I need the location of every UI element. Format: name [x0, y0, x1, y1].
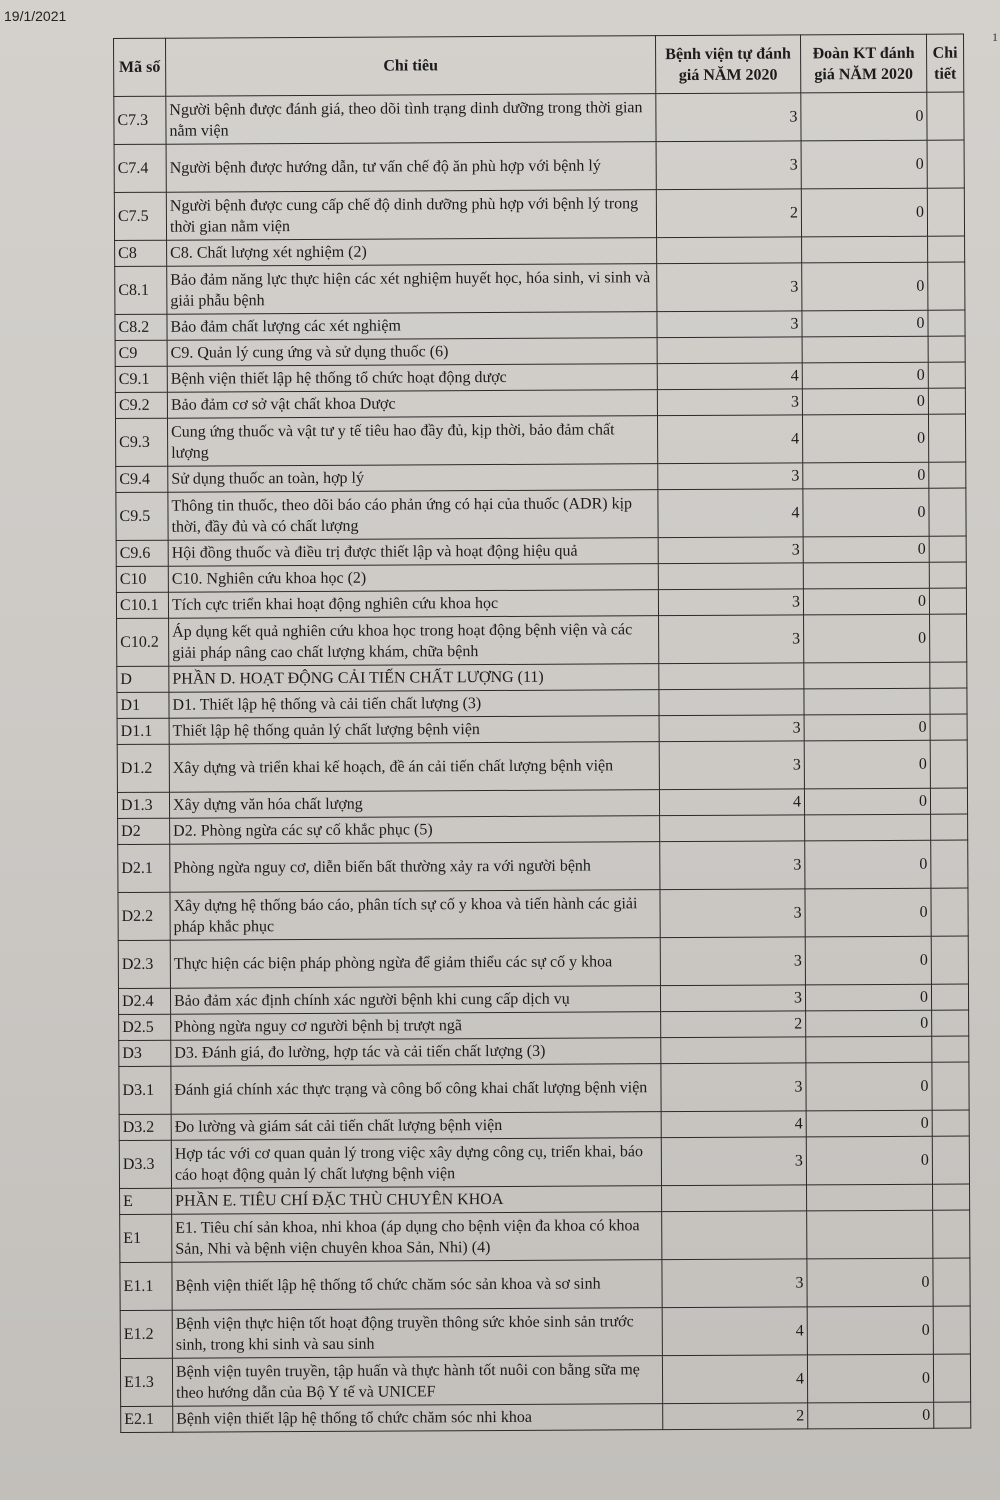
- row-criterion: Phòng ngừa nguy cơ người bệnh bị trượt ngã: [171, 1012, 661, 1041]
- row-code: D1.1: [117, 718, 169, 744]
- row-self-eval: 3: [657, 389, 802, 416]
- row-detail: [929, 562, 966, 588]
- row-code: D2.5: [119, 1014, 171, 1040]
- row-audit-eval: [807, 1184, 933, 1211]
- row-criterion: Người bệnh được hướng dẫn, tư vấn chế độ ăn phù hợp với bệnh lý: [166, 142, 656, 193]
- row-detail: [931, 814, 968, 840]
- row-code: E1.2: [120, 1310, 172, 1358]
- row-code: C9.6: [116, 540, 168, 566]
- row-criterion: C8. Chất lượng xét nghiệm (2): [167, 238, 657, 267]
- row-detail: [930, 614, 967, 662]
- row-audit-eval: 0: [805, 888, 931, 937]
- evaluation-table: [113, 34, 971, 1433]
- row-criterion: Bệnh viện thực hiện tốt hoạt động truyền thông sức khỏe sinh sản trước sinh, trong khi sinh và sau sinh: [172, 1308, 662, 1359]
- row-audit-eval: 0: [802, 262, 928, 311]
- row-detail: [932, 1110, 969, 1136]
- row-detail: [930, 740, 967, 788]
- row-criterion: Sử dụng thuốc an toàn, hợp lý: [168, 464, 658, 493]
- row-criterion: Xây dựng hệ thống báo cáo, phân tích sự cố y khoa và tiến hành các giải pháp khắc phục: [170, 890, 660, 941]
- row-detail: [931, 840, 968, 888]
- row-code: D: [117, 666, 169, 692]
- row-criterion: D2. Phòng ngừa các sự cố khắc phục (5): [170, 816, 660, 845]
- row-code: C7.3: [114, 96, 166, 144]
- row-audit-eval: 0: [805, 984, 931, 1011]
- row-audit-eval: 0: [807, 1354, 933, 1403]
- header-code: Mã số: [114, 38, 166, 96]
- row-audit-eval: 0: [801, 92, 927, 141]
- row-audit-eval: [803, 562, 929, 589]
- row-self-eval: 4: [659, 789, 804, 816]
- row-criterion: Cung ứng thuốc và vật tư y tế tiêu hao đầy đủ, kịp thời, bảo đảm chất lượng: [167, 416, 657, 467]
- row-detail: [929, 588, 966, 614]
- row-code: D3.1: [119, 1066, 171, 1114]
- table-row: [120, 1258, 970, 1310]
- row-detail: [928, 414, 965, 462]
- row-detail: [931, 888, 968, 936]
- row-self-eval: [658, 563, 803, 590]
- header-audit-eval: Đoàn KT đánh giá NĂM 2020: [800, 34, 926, 93]
- row-self-eval: 3: [661, 1137, 806, 1186]
- row-detail: [933, 1210, 970, 1258]
- row-criterion: PHẦN E. TIÊU CHÍ ĐẶC THÙ CHUYÊN KHOA: [172, 1186, 662, 1215]
- header-self-eval: Bệnh viện tự đánh giá NĂM 2020: [655, 35, 800, 94]
- row-self-eval: 4: [662, 1355, 807, 1404]
- row-self-eval: 2: [663, 1403, 808, 1430]
- row-audit-eval: 0: [802, 362, 928, 389]
- row-self-eval: 4: [657, 363, 802, 390]
- row-code: C7.5: [114, 192, 166, 240]
- print-date: 19/1/2021: [4, 8, 67, 24]
- row-audit-eval: 0: [802, 388, 928, 415]
- row-detail: [927, 140, 964, 188]
- row-self-eval: 3: [660, 889, 805, 938]
- row-audit-eval: 0: [803, 536, 929, 563]
- row-audit-eval: 0: [806, 1062, 932, 1111]
- row-code: C9.2: [115, 392, 167, 418]
- row-criterion: C10. Nghiên cứu khoa học (2): [168, 564, 658, 593]
- row-self-eval: 3: [658, 589, 803, 616]
- row-detail: [928, 262, 965, 310]
- row-detail: [930, 662, 967, 688]
- row-criterion: Xây dựng văn hóa chất lượng: [169, 790, 659, 819]
- row-audit-eval: 0: [803, 462, 929, 489]
- row-criterion: Bệnh viện thiết lập hệ thống tổ chức chăm sóc sản khoa và sơ sinh: [172, 1260, 662, 1311]
- row-code: D2.2: [118, 892, 170, 940]
- row-criterion: Thiết lập hệ thống quản lý chất lượng bệnh viện: [169, 716, 659, 745]
- row-criterion: Phòng ngừa nguy cơ, diễn biến bất thường xảy ra với người bệnh: [170, 842, 660, 893]
- row-code: D3.3: [119, 1140, 171, 1188]
- row-criterion: Bảo đảm xác định chính xác người bệnh khi cung cấp dịch vụ: [170, 986, 660, 1015]
- row-detail: [928, 362, 965, 388]
- row-code: C9.4: [116, 466, 168, 492]
- row-detail: [928, 310, 965, 336]
- row-criterion: Tích cực triển khai hoạt động nghiên cứu khoa học: [168, 590, 658, 619]
- row-audit-eval: 0: [802, 414, 928, 463]
- row-criterion: Áp dụng kết quả nghiên cứu khoa học trong hoạt động bệnh viện và các giải pháp nâng cao chất lượng khám, chữa bệnh: [169, 616, 659, 667]
- table-row: [120, 1210, 970, 1262]
- table-row: [118, 840, 968, 892]
- row-self-eval: 2: [661, 1011, 806, 1038]
- header-detail: Chi tiết: [926, 34, 963, 92]
- row-audit-eval: 0: [806, 1110, 932, 1137]
- row-detail: [928, 388, 965, 414]
- row-detail: [929, 488, 966, 536]
- row-code: D2.3: [118, 940, 170, 988]
- row-audit-eval: [805, 814, 931, 841]
- row-code: C9.5: [116, 492, 168, 540]
- row-self-eval: [657, 337, 802, 364]
- row-criterion: Bệnh viện thiết lập hệ thống tổ chức chăm sóc nhi khoa: [173, 1404, 663, 1433]
- row-self-eval: 4: [658, 489, 803, 538]
- row-code: E1.3: [120, 1358, 172, 1406]
- row-self-eval: 3: [660, 937, 805, 986]
- row-audit-eval: 0: [804, 740, 930, 789]
- row-audit-eval: [804, 688, 930, 715]
- table-row: [119, 1062, 969, 1114]
- row-self-eval: 4: [657, 415, 802, 464]
- row-audit-eval: 0: [801, 140, 927, 189]
- row-criterion: C9. Quản lý cung ứng và sử dụng thuốc (6): [167, 338, 657, 367]
- row-audit-eval: 0: [803, 488, 929, 537]
- row-self-eval: 4: [662, 1307, 807, 1356]
- row-code: D2: [118, 818, 170, 844]
- row-detail: [933, 1354, 970, 1402]
- row-criterion: Bảo đảm năng lực thực hiện các xét nghiệm huyết học, hóa sinh, vi sinh và giải phẫu bệnh: [167, 264, 657, 315]
- row-audit-eval: 0: [804, 788, 930, 815]
- row-detail: [932, 1010, 969, 1036]
- row-code: D3: [119, 1040, 171, 1066]
- row-code: D1: [117, 692, 169, 718]
- row-self-eval: 3: [656, 93, 801, 142]
- row-code: E1: [120, 1214, 172, 1262]
- row-detail: [933, 1184, 970, 1210]
- row-criterion: Thực hiện các biện pháp phòng ngừa để giảm thiểu các sự cố y khoa: [170, 938, 660, 989]
- row-self-eval: 3: [658, 463, 803, 490]
- row-self-eval: 3: [657, 263, 802, 312]
- row-self-eval: [662, 1185, 807, 1212]
- row-criterion: Bảo đảm chất lượng các xét nghiệm: [167, 312, 657, 341]
- row-code: C9.3: [115, 418, 167, 466]
- row-audit-eval: [807, 1210, 933, 1259]
- row-self-eval: [660, 815, 805, 842]
- table-row: [114, 140, 964, 192]
- row-self-eval: 3: [662, 1259, 807, 1308]
- table-row: [119, 1136, 969, 1188]
- row-self-eval: 3: [658, 537, 803, 564]
- row-detail: [932, 1136, 969, 1184]
- table-header-row: [114, 34, 964, 96]
- row-code: C10.2: [117, 618, 169, 666]
- table-row: [116, 488, 966, 540]
- row-criterion: Thông tin thuốc, theo dõi báo cáo phản ứng có hại của thuốc (ADR) kịp thời, đầy đủ và có chất lượng: [168, 490, 658, 541]
- row-detail: [930, 788, 967, 814]
- row-audit-eval: 0: [805, 840, 931, 889]
- row-self-eval: [662, 1211, 807, 1260]
- table-row: [115, 262, 965, 314]
- row-self-eval: 3: [660, 985, 805, 1012]
- row-detail: [930, 688, 967, 714]
- row-audit-eval: 0: [807, 1306, 933, 1355]
- row-code: C10: [116, 566, 168, 592]
- row-criterion: Đánh giá chính xác thực trạng và công bố công khai chất lượng bệnh viện: [171, 1064, 661, 1115]
- row-detail: [931, 984, 968, 1010]
- row-code: D2.4: [118, 988, 170, 1014]
- row-detail: [932, 1062, 969, 1110]
- row-self-eval: 2: [656, 189, 801, 238]
- row-criterion: PHẦN D. HOẠT ĐỘNG CẢI TIẾN CHẤT LƯỢNG (11): [169, 664, 659, 693]
- row-audit-eval: 0: [808, 1402, 934, 1429]
- row-criterion: D3. Đánh giá, đo lường, hợp tác và cải tiến chất lượng (3): [171, 1038, 661, 1067]
- row-detail: [930, 714, 967, 740]
- row-code: D2.1: [118, 844, 170, 892]
- row-audit-eval: 0: [804, 614, 930, 663]
- row-detail: [932, 1036, 969, 1062]
- table-row: [120, 1354, 970, 1406]
- row-criterion: Người bệnh được cung cấp chế độ dinh dưỡng phù hợp với bệnh lý trong thời gian nằm viện: [166, 190, 656, 241]
- row-criterion: Xây dựng và triển khai kế hoạch, đề án cải tiến chất lượng bệnh viện: [169, 742, 659, 793]
- row-criterion: E1. Tiêu chí sản khoa, nhi khoa (áp dụng cho bệnh viện đa khoa có khoa Sản, Nhi và bệnh viện chuyên khoa Sản, Nhi) (4): [172, 1212, 662, 1263]
- row-self-eval: 3: [656, 141, 801, 190]
- row-self-eval: [657, 237, 802, 264]
- row-criterion: Người bệnh được đánh giá, theo dõi tình trạng dinh dưỡng trong thời gian nằm viện: [166, 94, 656, 145]
- row-code: D1.2: [117, 744, 169, 792]
- row-criterion: Đo lường và giám sát cải tiến chất lượng bệnh viện: [171, 1112, 661, 1141]
- row-detail: [928, 236, 965, 262]
- row-detail: [927, 92, 964, 140]
- row-detail: [927, 188, 964, 236]
- row-detail: [929, 536, 966, 562]
- row-self-eval: [661, 1037, 806, 1064]
- table-row: [117, 740, 967, 792]
- table-row: [118, 888, 968, 940]
- row-audit-eval: [806, 1036, 932, 1063]
- table-row: [121, 1402, 971, 1432]
- table-body: [114, 92, 971, 1432]
- row-audit-eval: 0: [804, 714, 930, 741]
- row-audit-eval: 0: [805, 936, 931, 985]
- row-code: E1.1: [120, 1262, 172, 1310]
- row-code: E: [120, 1188, 172, 1214]
- page-number: 1: [992, 30, 998, 44]
- row-code: C8.2: [115, 314, 167, 340]
- row-code: C7.4: [114, 144, 166, 192]
- row-detail: [928, 336, 965, 362]
- row-audit-eval: 0: [801, 188, 927, 237]
- row-detail: [929, 462, 966, 488]
- row-audit-eval: [802, 236, 928, 263]
- row-detail: [933, 1258, 970, 1306]
- row-self-eval: 3: [660, 841, 805, 890]
- row-audit-eval: [802, 336, 928, 363]
- row-audit-eval: 0: [803, 588, 929, 615]
- row-audit-eval: 0: [806, 1010, 932, 1037]
- table-row: [117, 614, 967, 666]
- row-self-eval: 3: [659, 715, 804, 742]
- row-code: C9: [115, 340, 167, 366]
- row-detail: [931, 936, 968, 984]
- row-criterion: Hợp tác với cơ quan quản lý trong việc xây dựng công cụ, triển khai, báo cáo hoạt động quản lý chất lượng bệnh viện: [171, 1138, 661, 1189]
- row-self-eval: 3: [659, 741, 804, 790]
- row-self-eval: 3: [657, 311, 802, 338]
- table-row: [118, 936, 968, 988]
- row-criterion: D1. Thiết lập hệ thống và cải tiến chất lượng (3): [169, 690, 659, 719]
- table-row: [114, 92, 964, 144]
- table-row: [115, 414, 965, 466]
- row-code: D1.3: [117, 792, 169, 818]
- header-name: Chỉ tiêu: [166, 36, 656, 97]
- row-criterion: Bảo đảm cơ sở vật chất khoa Dược: [167, 390, 657, 419]
- row-audit-eval: 0: [806, 1136, 932, 1185]
- row-criterion: Bệnh viện thiết lập hệ thống tổ chức hoạt động dược: [167, 364, 657, 393]
- row-audit-eval: [804, 662, 930, 689]
- table-row: [114, 188, 964, 240]
- row-code: C9.1: [115, 366, 167, 392]
- row-self-eval: [659, 663, 804, 690]
- row-self-eval: 4: [661, 1111, 806, 1138]
- row-self-eval: 3: [659, 615, 804, 664]
- row-code: C8: [115, 240, 167, 266]
- row-criterion: Hội đồng thuốc và điều trị được thiết lập và hoạt động hiệu quả: [168, 538, 658, 567]
- row-code: E2.1: [121, 1406, 173, 1432]
- row-code: D3.2: [119, 1114, 171, 1140]
- row-code: C8.1: [115, 266, 167, 314]
- row-detail: [933, 1306, 970, 1354]
- table-row: [120, 1306, 970, 1358]
- row-detail: [934, 1402, 971, 1428]
- row-audit-eval: 0: [802, 310, 928, 337]
- row-criterion: Bệnh viện tuyên truyền, tập huấn và thực hành tốt nuôi con bằng sữa mẹ theo hướng dẫn của Bộ Y tế và UNICEF: [172, 1356, 662, 1407]
- row-self-eval: [659, 689, 804, 716]
- row-code: C10.1: [116, 592, 168, 618]
- row-audit-eval: 0: [807, 1258, 933, 1307]
- row-self-eval: 3: [661, 1063, 806, 1112]
